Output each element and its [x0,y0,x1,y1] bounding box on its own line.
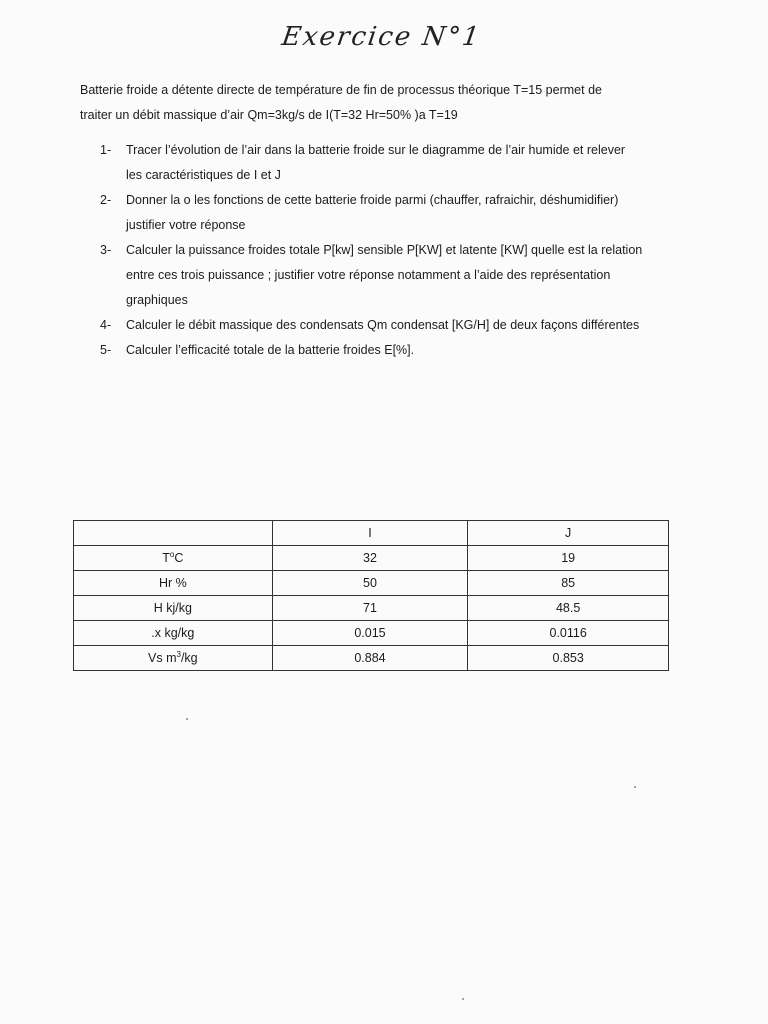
table-header-row [74,521,669,546]
question-list [100,138,680,363]
row-label: H kj/kg [74,596,273,621]
scan-speck [634,786,636,788]
question-item [100,338,680,363]
question-item [100,313,680,338]
question-line: Calculer la puissance froides totale P[kw] sensible P[KW] et latente [KW] quelle est la relation [126,243,643,257]
cell-value-i: 0.015 [272,621,468,646]
table-row [74,596,669,621]
cell-value-i: 50 [272,571,468,596]
question-item [100,238,680,313]
question-text [126,138,680,188]
page-title: Exercice N°1 [279,22,483,52]
row-label: Hr % [74,571,273,596]
cell-value-j: 0.853 [468,646,669,671]
intro-line-2: traiter un débit massique d’air Qm=3kg/s de I(T=32 Hr=50% )a T=19 [80,108,458,122]
row-label: .x kg/kg [74,621,273,646]
table-row [74,646,669,671]
question-line: Donner la o les fonctions de cette batterie froide parmi (chauffer, rafraichir, déshumidifier) [126,193,619,207]
question-line: graphiques [126,293,188,307]
cell-value-i: 0.884 [272,646,468,671]
question-number: 2- [100,193,112,207]
cell-value-i: 71 [272,596,468,621]
row-label: $T^oC$ [74,546,273,571]
table-row [74,546,669,571]
question-line: justifier votre réponse [126,218,246,232]
row-label: Vs $m^3/kg$ [74,646,273,671]
table-header-cell: I [272,521,468,546]
problem-statement [80,78,680,128]
cell-value-j: 0.0116 [468,621,669,646]
scan-speck [462,998,464,1000]
intro-line-1: Batterie froide a détente directe de température de fin de processus théorique T=15 permet de [80,83,602,97]
question-text [126,338,680,363]
scan-speck [186,718,188,720]
question-line: Calculer l’efficacité totale de la batterie froides E[%]. [126,343,415,357]
question-number: 1- [100,143,112,157]
table-row [74,621,669,646]
question-text [126,313,680,338]
question-item [100,188,680,238]
question-line: Calculer le débit massique des condensats Qm condensat [KG/H] de deux façons différentes [126,318,640,332]
cell-value-j: 85 [468,571,669,596]
cell-value-i: 32 [272,546,468,571]
question-line: Tracer l’évolution de l’air dans la batterie froide sur le diagramme de l’air humide et relever [126,143,626,157]
air-properties-table [73,520,669,671]
question-text [126,188,680,238]
question-line: entre ces trois puissance ; justifier votre réponse notamment a l’aide des représentation [126,268,611,282]
question-item [100,138,680,188]
question-line: les caractéristiques de I et J [126,168,281,182]
question-number: 5- [100,343,112,357]
question-number: 3- [100,243,112,257]
question-text [126,238,680,313]
question-number: 4- [100,318,112,332]
table-row [74,571,669,596]
cell-value-j: 48.5 [468,596,669,621]
table-header-cell: J [468,521,669,546]
cell-value-j: 19 [468,546,669,571]
table-header-cell [74,521,273,546]
